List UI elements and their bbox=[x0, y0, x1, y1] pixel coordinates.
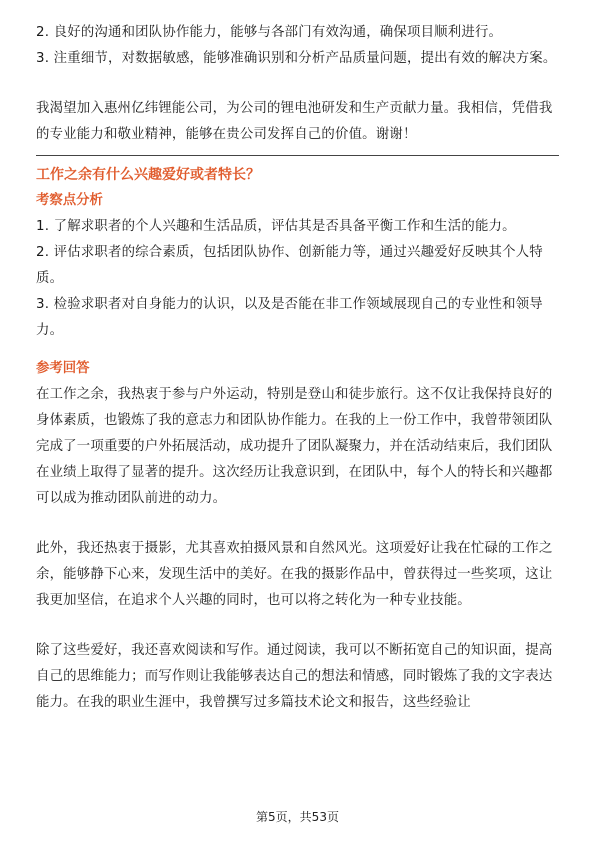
answer-paragraph-2: 此外，我还热衷于摄影，尤其喜欢拍摄风景和自然风光。这项爱好让我在忙碌的工作之余，能够静下心来，发现生活中的美好。在我的摄影作品中，曾获得过一些奖项，这让我更加坚信，在追求个人兴趣的同时，也可以将之转化为一种专业技能。 bbox=[36, 541, 553, 608]
analysis-heading: 考察点分析 bbox=[36, 193, 103, 208]
answer-heading: 参考回答 bbox=[36, 361, 90, 376]
page-number: 第5页，共53页 bbox=[256, 810, 339, 824]
closing-paragraph: 我渴望加入惠州亿纬锂能公司，为公司的锂电池研发和生产贡献力量。我相信，凭借我的专业能力和敬业精神，能够在贵公司发挥自己的价值。谢谢！ bbox=[36, 101, 553, 142]
document-page bbox=[36, 20, 559, 716]
analysis-item-2: 2. 评估求职者的综合素质，包括团队协作、创新能力等，通过兴趣爱好反映其个人特质。 bbox=[36, 245, 543, 286]
answer-paragraph-1: 在工作之余，我热衷于参与户外运动，特别是登山和徒步旅行。这不仅让我保持良好的身体素质，也锻炼了我的意志力和团队协作能力。在我的上一份工作中，我曾带领团队完成了一项重要的户外拓展活动，成功提升了团队凝聚力，并在活动结束后，我们团队在业绩上取得了显著的提升。这次经历让我意识到，在团队中，每个人的特长和兴趣都可以成为推动团队前进的动力。 bbox=[36, 387, 553, 506]
question-title: 工作之余有什么兴趣爱好或者特长？ bbox=[36, 167, 260, 183]
analysis-item-3: 3. 检验求职者对自身能力的认识，以及是否能在非工作领域展现自己的专业性和领导力。 bbox=[36, 297, 543, 338]
answer-paragraph-3: 除了这些爱好，我还喜欢阅读和写作。通过阅读，我可以不断拓宽自己的知识面，提高自己的思维能力；而写作则让我能够表达自己的想法和情感，同时锻炼了我的文字表达能力。在我的职业生涯中，我曾撰写过多篇技术论文和报告，这些经验让 bbox=[36, 643, 553, 710]
skill-item-2: 2. 良好的沟通和团队协作能力，能够与各部门有效沟通，确保项目顺利进行。 bbox=[36, 25, 503, 40]
section-divider bbox=[36, 155, 559, 156]
analysis-item-1: 1. 了解求职者的个人兴趣和生活品质，评估其是否具备平衡工作和生活的能力。 bbox=[36, 219, 516, 234]
skill-item-3: 3. 注重细节，对数据敏感，能够准确识别和分析产品质量问题，提出有效的解决方案。 bbox=[36, 51, 557, 66]
